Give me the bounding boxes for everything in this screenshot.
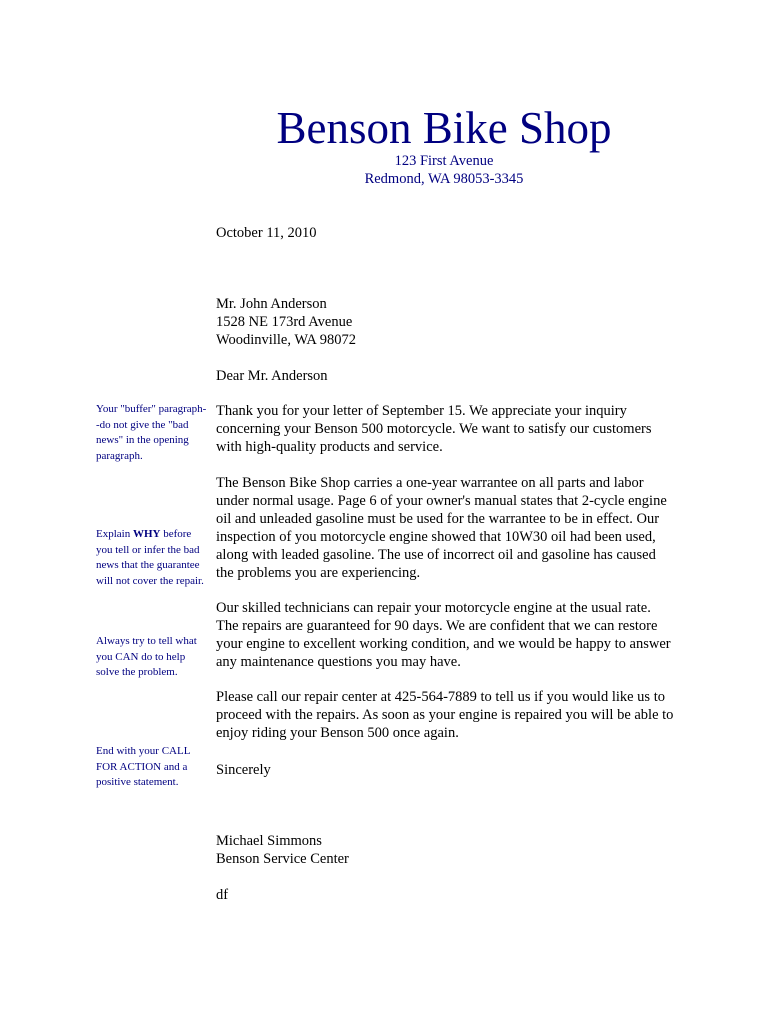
margin-note-call: End with your CALL FOR ACTION and a positive statement. — [96, 745, 190, 788]
paragraph-explanation — [216, 474, 676, 582]
recipient-name: Mr. John Anderson — [216, 296, 327, 312]
note-why-prefix: Explain — [96, 528, 133, 540]
paragraph-text: Please call our repair center at 425-564-7889 to tell us if you would like us to proceed with the repairs. As soon as your engine is repaired you will be able to enjoy riding your Benson 500 once again. — [216, 689, 674, 741]
letter-date: October 11, 2010 — [216, 225, 317, 241]
shop-address-line2: Redmond, WA 98053-3345 — [364, 171, 524, 187]
paragraph-call-to-action — [216, 688, 676, 742]
paragraph-text: The Benson Bike Shop carries a one-year warrantee on all parts and labor under normal usage. Page 6 of your owner's manual states that 2-cycle engine oil and unleaded gasoline must be used for the warrantee to be in effect. Our inspection of you motorcycle engine showed that 10W30 oil had been used, along with leaded gasoline. The use of incorrect oil and gasoline has caused the problems you are experiencing. — [216, 475, 667, 581]
shop-address-line1: 123 First Avenue — [394, 153, 494, 169]
paragraph-text: Thank you for your letter of September 15. We appreciate your inquiry concerning your Benson 500 motorcycle. We want to satisfy our customers with high-quality products and service. — [216, 403, 652, 455]
signature-title: Benson Service Center — [216, 851, 349, 867]
signature-name: Michael Simmons — [216, 833, 322, 849]
margin-note-buffer: Your "buffer" paragraph--do not give the "bad news" in the opening paragraph. — [96, 403, 207, 462]
typist-initials: df — [216, 887, 229, 903]
margin-note-can: Always try to tell what you CAN do to help solve the problem. — [96, 635, 197, 678]
recipient-city: Woodinville, WA 98072 — [216, 332, 356, 348]
paragraph-text: Our skilled technicians can repair your motorcycle engine at the usual rate. The repairs are guaranteed for 90 days. We are confident that we can restore your engine to excellent working condition, and we would be happy to answer any maintenance questions you may have. — [216, 600, 671, 670]
margin-note-why — [96, 527, 208, 589]
note-why-bold: WHY — [132, 528, 161, 540]
salutation: Dear Mr. Anderson — [216, 368, 328, 384]
closing: Sincerely — [216, 762, 271, 778]
paragraph-buffer — [216, 402, 676, 456]
paragraph-solution — [216, 599, 676, 671]
shop-name: Benson Bike Shop — [276, 103, 612, 153]
recipient-street: 1528 NE 173rd Avenue — [216, 314, 353, 330]
note-why-rest: before you tell or infer the bad news that the guarantee will not cover the repair. — [96, 528, 204, 587]
